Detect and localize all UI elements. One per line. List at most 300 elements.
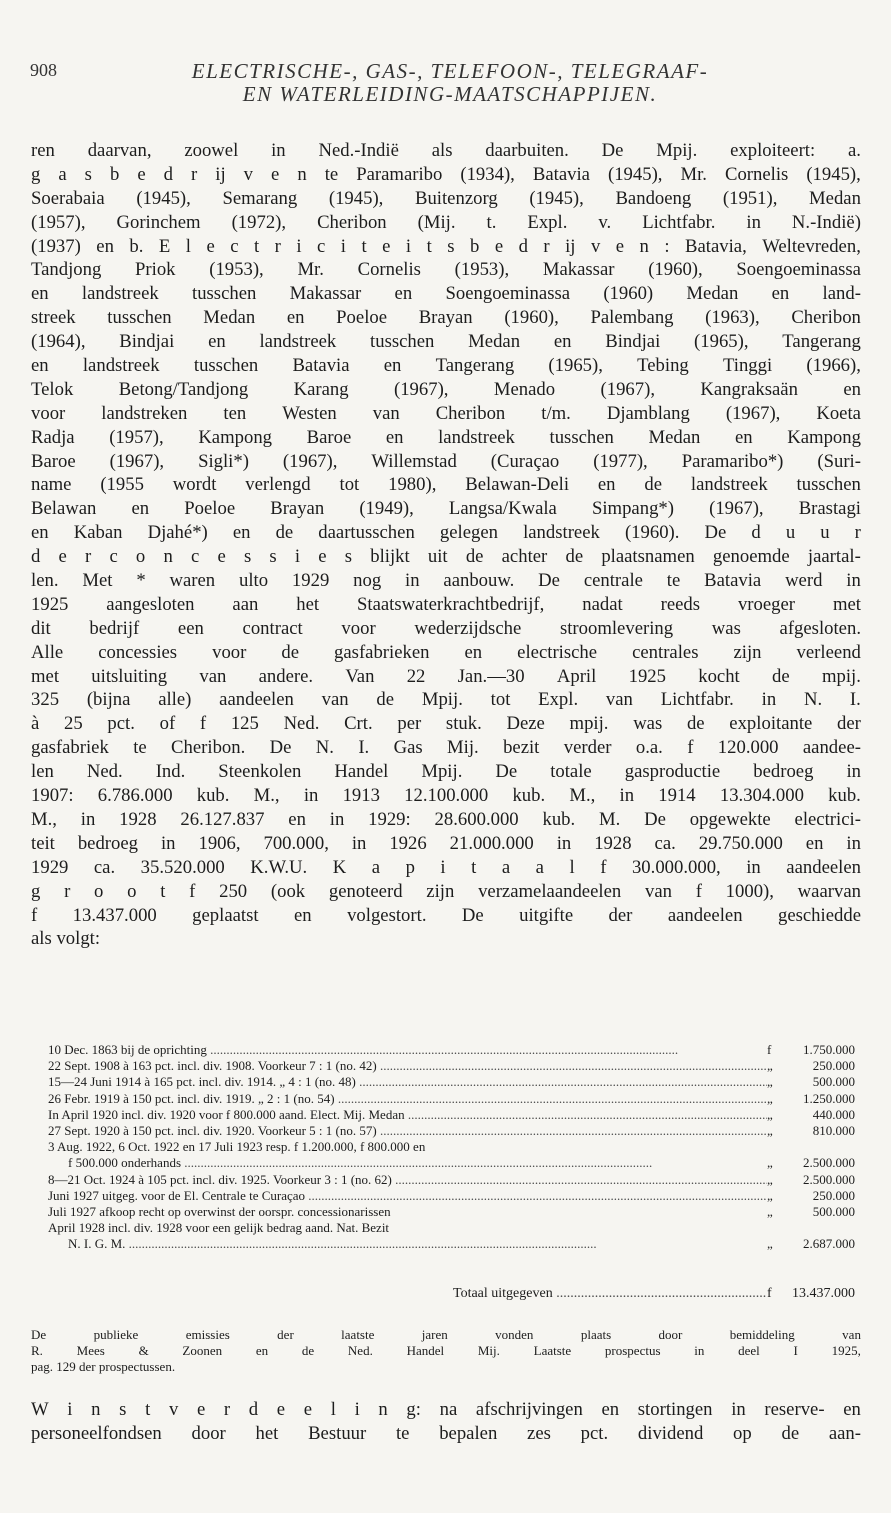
text-line [31,330,861,354]
word: Langsa/Kwala [448,498,557,520]
word: Mij. [447,737,479,759]
word: gasfabriek [31,737,109,759]
word: Tangerang [435,355,515,377]
table-row [48,1042,855,1058]
footnote-text [31,1327,861,1375]
word: te [133,737,147,759]
word: b [109,163,120,185]
total-row [48,1286,855,1302]
word: personeelfondsen [31,1422,162,1444]
word: in [731,1399,746,1420]
word: Simpang*) [591,498,674,520]
word: b [470,235,480,257]
text-line [31,569,861,593]
word: Paramaribo [356,163,443,185]
word: u [785,522,796,544]
word: Batavia [704,570,762,592]
word: f [600,856,607,878]
word: name [31,474,72,496]
word: 1926 [389,832,427,854]
word: ij [215,163,226,185]
text-line [31,665,861,689]
word: M., [31,808,57,830]
word: Handel [406,1343,445,1358]
word: Soerabaia [31,187,105,209]
word: in [846,832,861,854]
word: der [277,1327,294,1342]
table-row [48,1204,855,1220]
word: 1928 [119,808,157,830]
text-line [31,497,861,521]
word: volgt: [56,928,101,950]
word: Djamblang [606,402,690,424]
word: de [644,474,663,496]
word: opgewekte [689,808,771,830]
word: waarvan [797,880,861,902]
word: Cornelis [357,259,421,281]
word: Palembang [590,307,674,329]
word: e [137,163,146,185]
word: Crt. [344,713,373,735]
word: De [269,737,292,759]
word: door [658,1327,683,1342]
word: genoemde [712,546,790,568]
running-head-line-2: EN WATERLEIDING-MAATSCHAPPIJEN. [242,82,658,106]
word: Staatswaterkrachtbedrijf, [357,593,545,615]
word: in [746,211,761,233]
text-line [31,1398,861,1422]
word: 1925 [31,593,69,615]
text-line [31,856,861,880]
word: d [518,235,528,257]
word: r [191,163,198,185]
word: genoteerd [328,880,403,902]
word: o [135,546,146,568]
issue-description: April 1928 incl. div. 1928 voor een gelijk bedrag aand. Nat. Bezit [48,1220,390,1236]
word: s [84,163,92,185]
word: De [538,570,560,592]
word: R. [31,1343,43,1358]
word: en [735,426,753,448]
word: 120.000 [717,737,779,759]
word: Bindjai [119,331,175,353]
text-line [31,235,861,259]
word: (bijna [86,689,131,711]
word: en [553,331,572,353]
word: de [772,665,790,687]
word: plaats [580,1327,612,1342]
word: 13.437.000 [72,904,157,926]
word: Kampong [787,426,861,448]
word: i [340,235,346,257]
word: van [605,689,633,711]
word: de [565,546,584,568]
text-line [31,1343,861,1359]
word: zijn [733,641,762,663]
word: (1977), [593,450,648,472]
word: kub. [828,785,861,807]
word: aandeelen [219,689,294,711]
word: Tandjong [31,259,102,281]
word: prospectus [604,1343,661,1358]
word: Priok [135,259,176,281]
word: van [372,402,400,424]
word: s [119,1399,127,1420]
word: landstreek [82,355,160,377]
word: en [31,522,49,544]
word: e [615,235,625,257]
word: streek [31,307,76,329]
word: bemiddeling [729,1327,795,1342]
word: v. [598,211,612,233]
text-line [31,617,861,641]
word: g [31,880,41,902]
word: e [206,235,215,257]
word: Ned. [347,1343,373,1358]
word: aandeelen [786,856,861,878]
word: het [255,1422,279,1444]
word: deel [738,1343,760,1358]
total-label: Totaal uitgegeven ..... [48,1286,767,1302]
word: f [687,737,694,759]
word: 29.750.000 [698,832,783,854]
word: door [191,1422,226,1444]
word: publieke [93,1327,139,1342]
text-line [31,402,861,426]
word: Medan [468,331,521,353]
word: in [846,570,861,592]
word: de [465,546,484,568]
word: de [301,1343,315,1358]
word: geplaatst [192,904,259,926]
word: als [31,928,57,950]
word: d [163,163,173,185]
table-row [48,1139,855,1155]
word: en [31,355,49,377]
word: blijkt [370,546,410,568]
word: ten [223,402,247,424]
word: volgestort. [347,904,427,926]
word: stuk. [445,713,482,735]
word: tot [339,474,360,496]
word: 1929 [291,570,330,592]
table-row [48,1172,855,1188]
word: Expl. [527,211,568,233]
word: in [405,570,420,592]
word: met [832,593,861,615]
word: kub. [196,785,230,807]
word: in [761,689,777,711]
word: v [590,235,601,257]
text-line [31,378,861,402]
text-line [31,1327,861,1343]
word: Medan [203,307,256,329]
word: werd [785,570,823,592]
word: aandee- [802,737,861,759]
word: Mr. [680,163,707,185]
word: reeds [660,593,701,615]
word: a [58,163,67,185]
word: Weltevreden, [762,235,861,257]
word: reserve- [764,1399,825,1420]
currency-mark: f [767,1286,772,1301]
text-line [31,712,861,736]
issue-amount: 2.687.000 [803,1236,855,1252]
word: Medan [686,283,739,305]
currency-mark: „ [767,1106,773,1122]
currency-mark: „ [767,1058,773,1074]
word: e [303,1399,313,1420]
word: exploiteert: [730,140,816,161]
word: achter [501,546,548,568]
word: I [793,1343,798,1358]
word: centrales [632,641,699,663]
table-row [48,1107,855,1123]
word: contract [242,617,303,639]
issue-description: 3 Aug. 1922, 6 Oct. 1922 en 17 Juli 1923 resp. f 1.200.000, f 800.000 en [48,1139,426,1155]
word: centrale [583,570,643,592]
word: wordt [172,474,217,496]
word: (1963), [705,307,760,329]
word: de [781,1422,800,1444]
word: (1953), [209,259,264,281]
word: kub. [512,785,546,807]
word: in [746,856,761,878]
word: andere. [258,665,314,687]
word: waren [169,570,216,592]
word: Bandoeng [615,187,692,209]
issue-amount: 500.000 [812,1074,855,1090]
word: a [535,856,544,878]
word: zijn [426,880,455,902]
text-line [31,832,861,856]
word: r [223,1399,231,1420]
word: aangesloten [106,593,195,615]
word: dividend [637,1422,704,1444]
word: aan [232,593,259,615]
word: (1934), [460,163,515,185]
word: ca. [93,856,116,878]
word: Jan.—30 [457,665,525,687]
word: s [344,546,353,568]
word: g: [406,1399,421,1420]
word: bedrijf [89,617,140,639]
word: e [318,546,327,568]
word: uit [427,546,448,568]
word: (1960), [648,259,703,281]
word: (1945), [136,187,191,209]
text-line [31,545,861,569]
word: r [64,880,71,902]
word: dit [31,617,51,639]
word: f [189,880,196,902]
word: kub. [542,808,576,830]
word: Belawan [31,498,97,520]
word: pct. [107,713,135,735]
word: 26.127.837 [180,808,265,830]
word: de [686,713,705,735]
word: bedroeg [753,761,814,783]
table-row [48,1091,855,1107]
word: Brayan [418,307,473,329]
issue-amount: 250.000 [812,1187,855,1203]
word: 1925 [628,665,666,687]
word: en [601,1399,620,1420]
word: Expl. [538,689,579,711]
word: landstreek [81,283,159,305]
word: Menado [493,378,556,400]
word: Belawan-Deli [465,474,570,496]
word: 1980), [388,474,437,496]
word: vonden [495,1327,534,1342]
word: Zoonen [182,1343,223,1358]
currency-mark: „ [767,1171,773,1187]
word: Makassar [542,259,615,281]
word: (1960). [624,522,680,544]
word: de [281,641,300,663]
word: W [31,1399,49,1420]
text-line [31,139,861,163]
text-line [31,927,861,951]
word: d [31,546,41,568]
word: stortingen [637,1399,713,1420]
text-line [31,808,861,832]
word: en [286,307,305,329]
word: Cheribon. [171,737,246,759]
word: Gorinchem [116,211,201,233]
word: Lichtfabr. [660,689,734,711]
word: v [243,163,253,185]
word: of [159,713,176,735]
word: b. [129,235,144,257]
word: voor [212,641,247,663]
word: de [376,689,395,711]
word: Ned. [283,713,320,735]
word: Mees [76,1343,105,1358]
currency-mark: „ [767,1155,773,1171]
word: laatste [341,1327,375,1342]
word: tusschen [549,426,614,448]
issue-amount [783,1139,855,1155]
word: 325 [31,689,60,711]
word: Alle [31,641,64,663]
word: per [397,713,422,735]
word: plaatsnamen [601,546,695,568]
word: aanbouw. [443,570,515,592]
word: l [569,856,575,878]
word: Cornelis [724,163,789,185]
word: te [395,1422,410,1444]
word: s [243,546,252,568]
word: c [109,546,118,568]
word: exploitante [729,713,813,735]
issue-amount: 500.000 [812,1203,855,1219]
word: len. [31,570,59,592]
word: o [94,880,104,902]
word: (1966), [806,355,861,377]
word: (1951), [722,187,778,209]
issue-amount: 1.750.000 [803,1042,855,1057]
word: afgesloten. [779,617,861,639]
word: Gas [393,737,423,759]
word: & [138,1343,149,1358]
word: De [644,808,666,830]
text-line [31,450,861,474]
word: 125 [230,713,259,735]
table-row [48,1058,855,1074]
word: 28.600.000 [434,808,519,830]
issue-description: N. I. G. M. ..... [48,1236,767,1252]
word: E [158,235,171,257]
word: Ned. [86,761,123,783]
word: Tangerang [782,331,861,353]
word: Tinggi [723,355,773,377]
word: e [271,163,280,185]
word: ren [31,140,55,161]
text-line [31,187,861,211]
word: Baroe [306,426,352,448]
word: Van [345,665,375,687]
word: Mij. [477,1343,500,1358]
word: Steenkolen [218,761,302,783]
word: stroomlevering [559,617,674,639]
word: a. [848,140,861,161]
issue-description: 15—24 Juni 1914 à 165 pct. incl. div. 1914. „ 4 : 1 (no. 48) ..... [48,1074,767,1090]
text-line [31,1359,861,1375]
issue-amount: 440.000 [812,1106,855,1122]
word: f [695,880,702,902]
word: r [543,235,550,257]
word: de [275,522,294,544]
text-line [31,688,861,712]
text-line [31,521,861,545]
word: (1965), [694,331,749,353]
word: f [199,713,207,735]
currency-mark [767,1139,783,1155]
total-amount: 13.437.000 [792,1286,855,1301]
word: 129 [56,1359,80,1374]
word: Ind. [155,761,186,783]
word: met [31,665,60,687]
table-row [48,1123,855,1139]
word: De [31,1327,47,1342]
word: gasfabrieken [334,641,430,663]
word: (1967), [109,450,165,472]
word: 1907: [31,785,74,807]
word: 1906, [198,832,241,854]
word: verleend [796,641,861,663]
word: p [405,856,415,878]
currency-mark: „ [767,1203,773,1219]
word: verlengd [245,474,311,496]
table-row [48,1236,855,1252]
word: De [601,140,624,161]
word: afschrijvingen [475,1399,583,1420]
text-line [31,426,861,450]
word: K.W.U. [250,856,308,878]
word: in [619,785,635,807]
word: daartusschen [318,522,415,544]
text-line [31,904,861,928]
word: (1945), [328,187,384,209]
text-line [31,211,861,235]
word: Bindjai [605,331,661,353]
word: Mpij. [656,140,698,161]
word: (1965), [548,355,603,377]
word: t/m. [541,402,571,424]
text-line [31,258,861,282]
word: d [248,1399,259,1420]
